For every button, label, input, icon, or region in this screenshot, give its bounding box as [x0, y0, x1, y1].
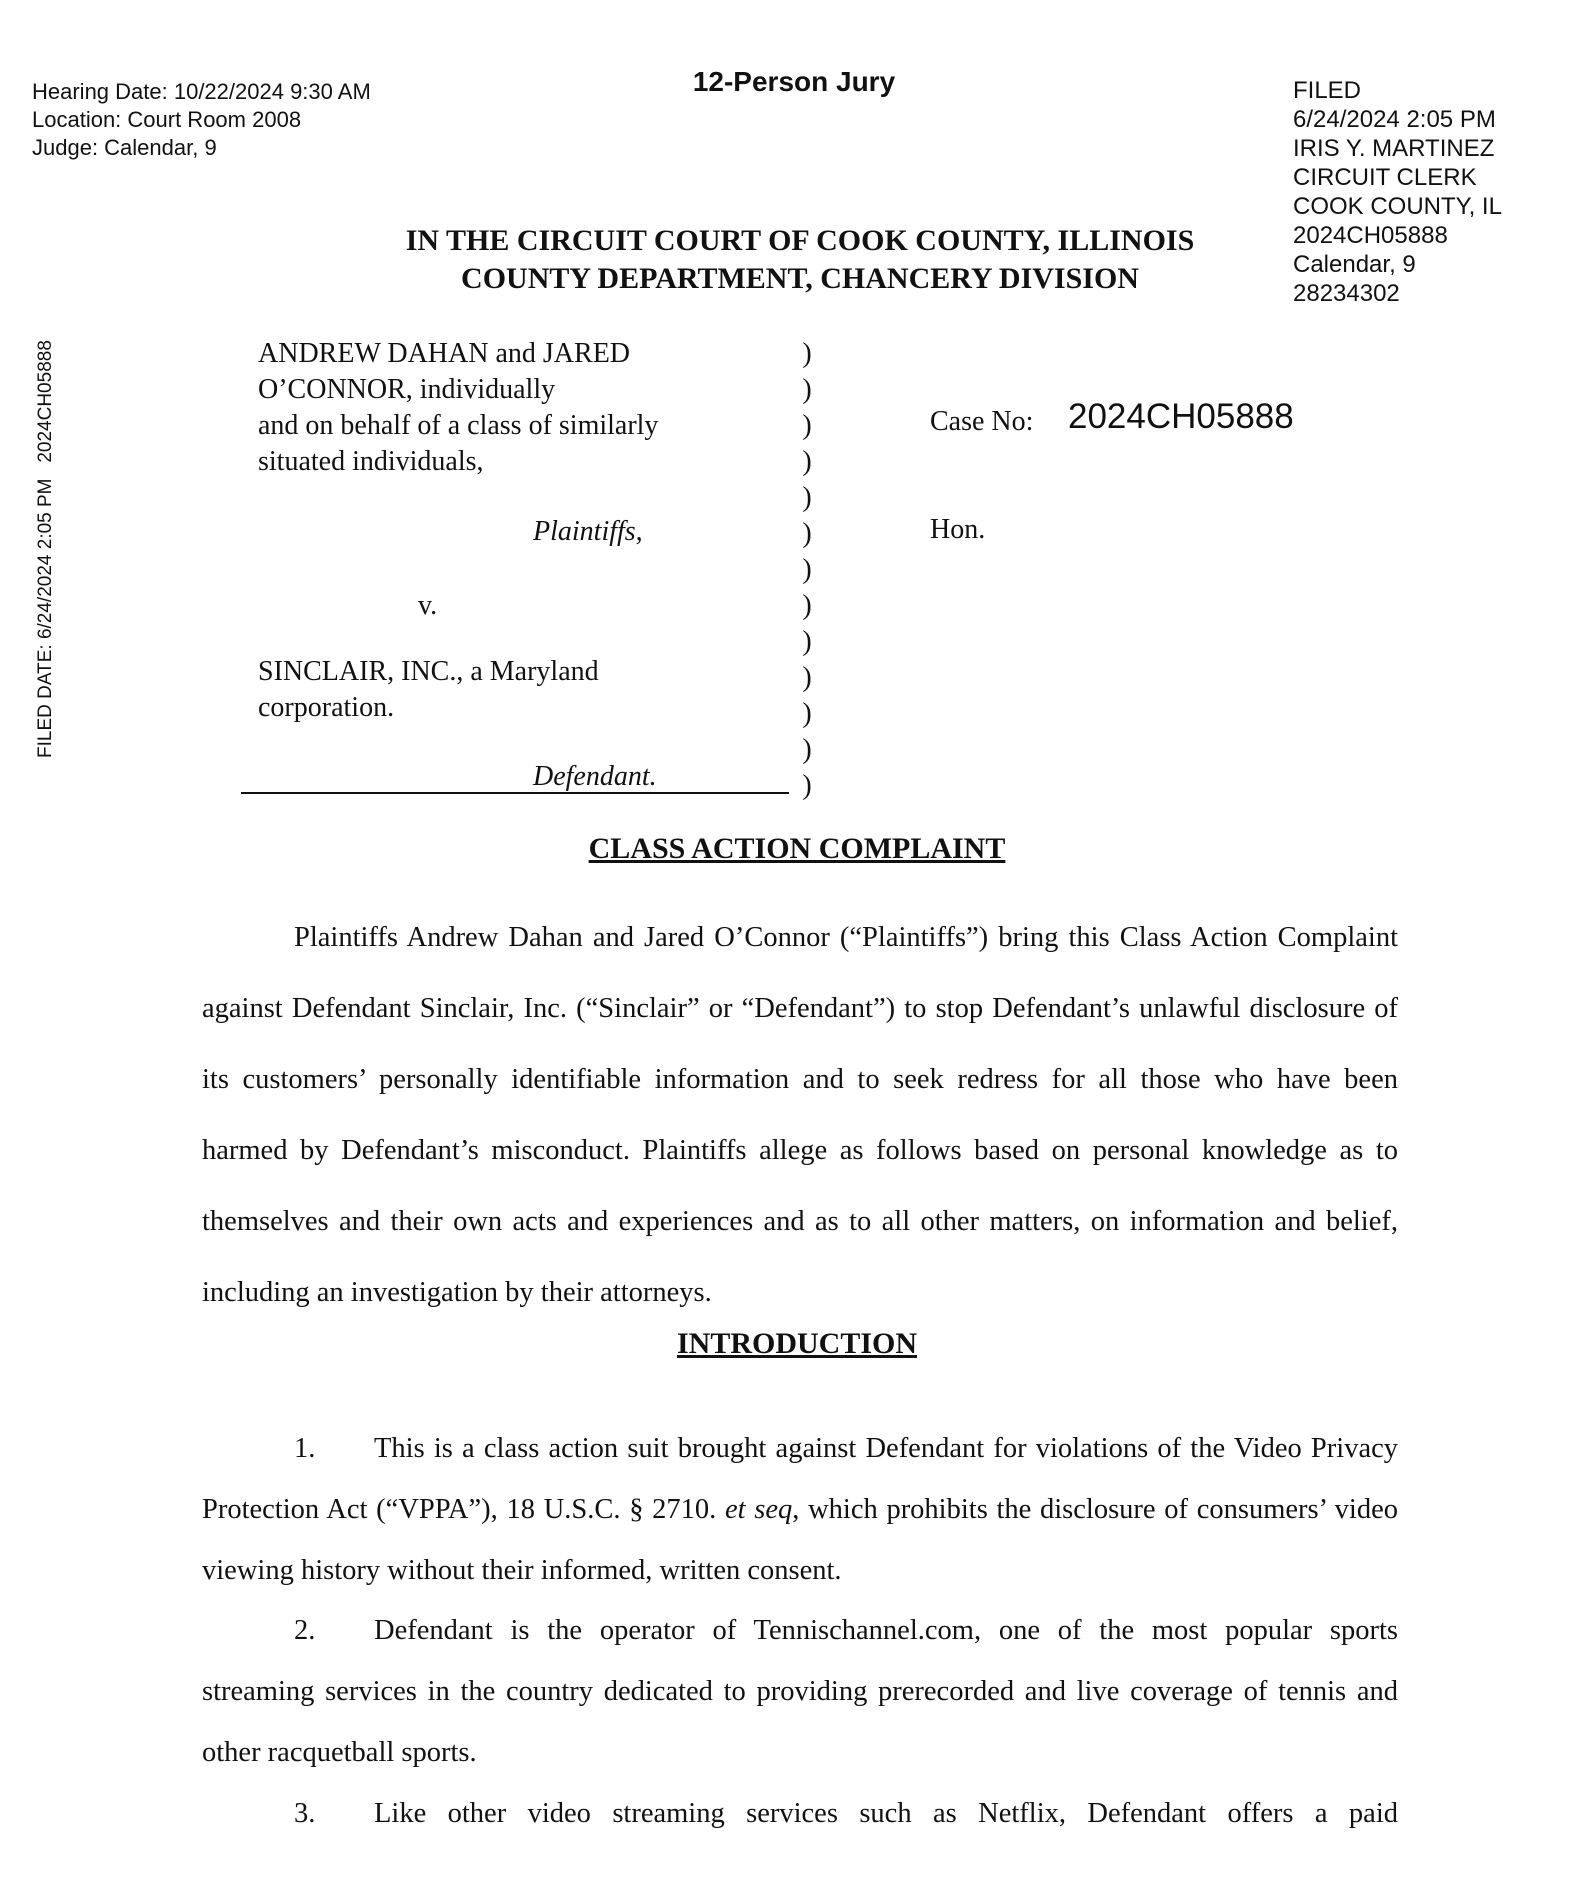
paragraph-text: , which prohibits the disclosure of consumers’ video viewing history without their informed, written consent. — [202, 1494, 1398, 1586]
caption-parentheses — [797, 336, 817, 804]
filed-stamp-line: 6/24/2024 2:05 PM — [1293, 106, 1496, 133]
caption-rule — [241, 792, 789, 794]
court-title — [0, 222, 1594, 298]
court-title-line-1: IN THE CIRCUIT COURT OF COOK COUNTY, ILLINOIS — [405, 224, 1195, 257]
paren: ) — [802, 554, 812, 585]
paragraph-number: 1. — [294, 1433, 316, 1464]
paren: ) — [802, 518, 812, 549]
paragraph-2 — [202, 1600, 1398, 1783]
side-filed-stamp: FILED DATE: 6/24/2024 2:05 PM 2024CH05888 — [35, 340, 56, 758]
defendant-role: Defendant. — [533, 761, 657, 792]
filed-stamp-line: COOK COUNTY, IL — [1293, 193, 1502, 220]
paragraph-text: This is a class action suit brought against Defendant for violations of the Video Privacy Protection Act (“VPPA”), 18 U.S.C. § 2710. — [202, 1433, 1398, 1525]
plaintiff-parties — [258, 336, 658, 480]
filed-stamp-line: Calendar, 9 — [1293, 251, 1416, 278]
paren: ) — [802, 338, 812, 369]
plaintiff-line: O’CONNOR, individually — [258, 374, 556, 405]
plaintiffs-role: Plaintiffs, — [533, 516, 643, 547]
plaintiff-line: situated individuals, — [258, 446, 484, 477]
filed-stamp-line: FILED — [1293, 77, 1362, 104]
paren: ) — [802, 374, 812, 405]
filed-stamp-line: 2024CH05888 — [1293, 222, 1448, 249]
paren: ) — [802, 662, 812, 693]
intro-paragraph-text: Plaintiffs Andrew Dahan and Jared O’Connor (“Plaintiffs”) bring this Class Action Complaint against Defendant Sinclair, Inc. (“Sinclair” or “Defendant”) to stop Defendant’s unlawful disclosure of its customers’ personally identifiable information and to seek redress for all those who have been harmed by Defendant’s misconduct. Plaintiffs allege as follows based on personal knowledge as to themselves and their own acts and experiences and as to all other matters, on information and belief, including an investigation by their attorneys. — [202, 922, 1398, 1308]
case-number-label: Case No: — [930, 406, 1034, 437]
paren: ) — [802, 410, 812, 441]
plaintiff-line: and on behalf of a class of similarly — [258, 410, 659, 441]
paren: ) — [802, 446, 812, 477]
case-number: 2024CH05888 — [1068, 397, 1294, 436]
hearing-date: Hearing Date: 10/22/2024 9:30 AM — [32, 79, 371, 104]
introduction-heading: INTRODUCTION — [676, 1327, 918, 1360]
jury-text: 12-Person Jury — [692, 66, 896, 97]
judge-honorific: Hon. — [930, 514, 986, 545]
paren: ) — [802, 698, 812, 729]
plaintiff-line: ANDREW DAHAN and JARED — [258, 338, 631, 369]
filed-stamp-line: IRIS Y. MARTINEZ — [1293, 135, 1495, 162]
paragraph-text: Defendant is the operator of Tennischannel.com, one of the most popular sports streaming services in the country dedicated to providing prerecorded and live coverage of tennis and other racquetball sports. — [202, 1615, 1398, 1768]
paragraph-number: 2. — [294, 1615, 316, 1646]
paren: ) — [802, 482, 812, 513]
paragraph-1 — [202, 1418, 1398, 1601]
paragraph-3 — [202, 1783, 1398, 1844]
versus: v. — [418, 590, 438, 621]
paragraph-number: 3. — [294, 1798, 316, 1829]
paren: ) — [802, 626, 812, 657]
filed-stamp-line: 28234302 — [1293, 280, 1400, 307]
hearing-judge: Judge: Calendar, 9 — [32, 135, 217, 160]
hearing-location: Location: Court Room 2008 — [32, 107, 302, 132]
paren: ) — [802, 590, 812, 621]
paren: ) — [802, 770, 812, 801]
defendant-line: SINCLAIR, INC., a Maryland — [258, 656, 599, 687]
court-title-line-2: COUNTY DEPARTMENT, CHANCERY DIVISION — [461, 262, 1139, 295]
paragraph-text: Like other video streaming services such as Netflix, Defendant offers a paid — [374, 1798, 1398, 1829]
paragraph-italic-text: et seq — [725, 1494, 793, 1525]
intro-paragraph — [202, 902, 1398, 1328]
filed-stamp-line: CIRCUIT CLERK — [1293, 164, 1477, 191]
complaint-heading: CLASS ACTION COMPLAINT — [588, 832, 1006, 865]
defendant-line: corporation. — [258, 692, 395, 723]
defendant-parties — [258, 654, 599, 726]
paren: ) — [802, 734, 812, 765]
